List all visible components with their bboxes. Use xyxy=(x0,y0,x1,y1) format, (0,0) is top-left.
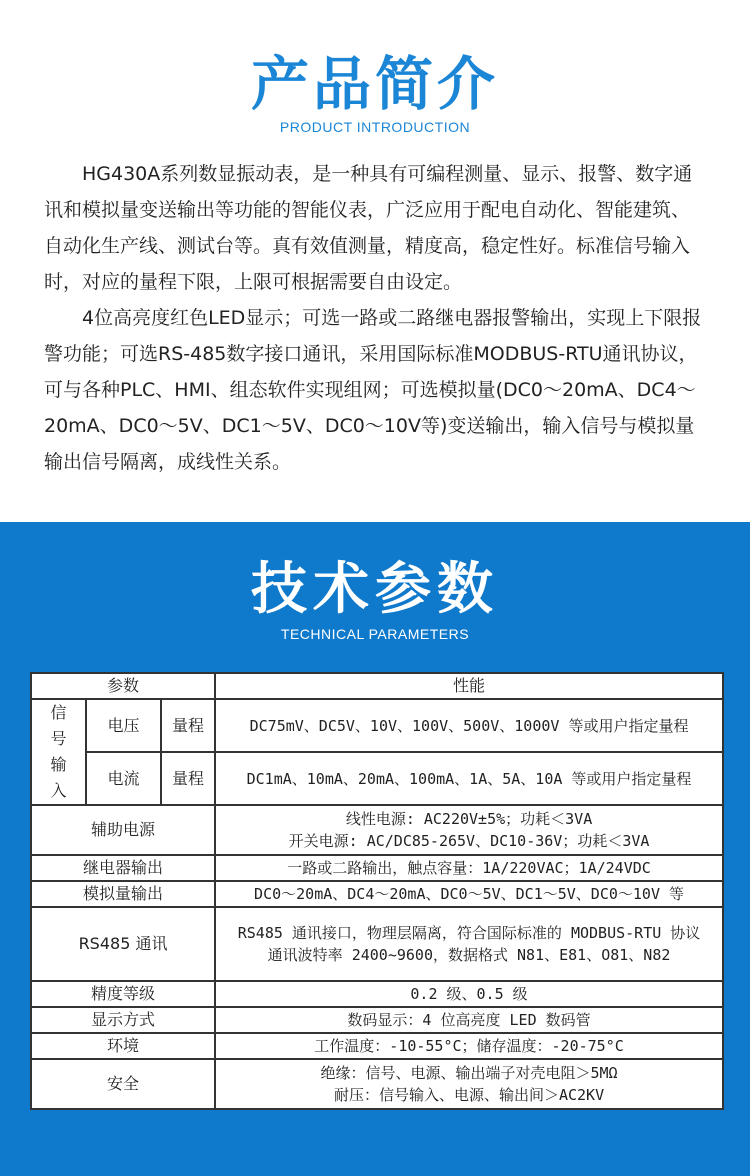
rs485-line: 通讯波特率 2400~9600，数据格式 N81、E81、O81、N82 xyxy=(267,946,671,964)
table-row xyxy=(31,752,723,805)
accuracy-label: 精度等级 xyxy=(31,981,215,1007)
safety-label: 安全 xyxy=(31,1059,215,1109)
table-row xyxy=(31,907,723,981)
signal-input-char: 号 xyxy=(50,729,67,748)
spec-table-box xyxy=(30,672,722,1110)
spec-subtitle: TECHNICAL PARAMETERS xyxy=(280,626,470,642)
spec-table xyxy=(30,672,724,1110)
current-value: DC1mA、10mA、20mA、100mA、1A、5A、10A 等或用户指定量程 xyxy=(215,752,723,805)
aux-power-label: 辅助电源 xyxy=(31,805,215,855)
table-row xyxy=(31,1059,723,1109)
rs485-label: RS485 通讯 xyxy=(31,907,215,981)
aux-power-line: 开关电源: AC/DC85-265V、DC10-36V；功耗＜3VA xyxy=(288,832,650,850)
signal-input-cell xyxy=(31,699,86,805)
header-perf: 性能 xyxy=(215,673,723,699)
safety-line: 绝缘：信号、电源、输出端子对壳电阻＞5MΩ xyxy=(320,1064,618,1082)
voltage-value: DC75mV、DC5V、10V、100V、500V、1000V 等或用户指定量程 xyxy=(215,699,723,752)
intro-subtitle: PRODUCT INTRODUCTION xyxy=(279,119,471,135)
aux-power-value xyxy=(215,805,723,855)
relay-value: 一路或二路输出，触点容量：1A/220VAC；1A/24VDC xyxy=(215,855,723,881)
display-value: 数码显示：4 位高亮度 LED 数码管 xyxy=(215,1007,723,1033)
intro-paragraph: 4位高亮度红色LED显示；可选一路或二路继电器报警输出，实现上下限报警功能；可选RS-485数字接口通讯，采用国际标准MODBUS-RTU通讯协议，可与各种PLC、HMI、组态软件实现组网；可选模拟量(DC0～20mA、DC4～20mA、DC0～5V、DC1～5V、DC0～10V等)变送输出，输入信号与模拟量输出信号隔离，成线性关系。 xyxy=(44,307,702,473)
intro-title: 产品简介 xyxy=(250,50,499,118)
accuracy-value: 0.2 级、0.5 级 xyxy=(215,981,723,1007)
intro-section xyxy=(0,0,750,522)
environment-value: 工作温度：-10-55°C；储存温度：-20-75°C xyxy=(215,1033,723,1059)
table-row xyxy=(31,805,723,855)
display-label: 显示方式 xyxy=(31,1007,215,1033)
table-row xyxy=(31,981,723,1007)
environment-label: 环境 xyxy=(31,1033,215,1059)
intro-body xyxy=(44,156,708,480)
table-row xyxy=(31,1033,723,1059)
rs485-value xyxy=(215,907,723,981)
voltage-label: 电压 xyxy=(86,699,161,752)
analog-label: 模拟量输出 xyxy=(31,881,215,907)
signal-input-char: 入 xyxy=(50,781,67,800)
spec-section xyxy=(0,522,750,1176)
aux-power-line: 线性电源: AC220V±5%；功耗＜3VA xyxy=(345,810,593,828)
current-range-label: 量程 xyxy=(161,752,215,805)
safety-line: 耐压：信号输入、电源、输出间＞AC2KV xyxy=(333,1086,605,1104)
table-row xyxy=(31,855,723,881)
voltage-range-label: 量程 xyxy=(161,699,215,752)
signal-input-char: 信 xyxy=(50,703,67,722)
spec-title: 技术参数 xyxy=(251,557,499,622)
header-param: 参数 xyxy=(31,673,215,699)
safety-value xyxy=(215,1059,723,1109)
current-label: 电流 xyxy=(86,752,161,805)
table-row xyxy=(31,881,723,907)
relay-label: 继电器输出 xyxy=(31,855,215,881)
table-row xyxy=(31,699,723,752)
analog-value: DC0～20mA、DC4～20mA、DC0～5V、DC1～5V、DC0～10V 等 xyxy=(215,881,723,907)
rs485-line: RS485 通讯接口，物理层隔离，符合国际标准的 MODBUS-RTU 协议 xyxy=(237,924,701,942)
signal-input-char: 输 xyxy=(50,755,67,774)
intro-paragraph: HG430A系列数显振动表，是一种具有可编程测量、显示、报警、数字通讯和模拟量变送输出等功能的智能仪表，广泛应用于配电自动化、智能建筑、自动化生产线、测试台等。真有效值测量，精度高，稳定性好。标准信号输入时，对应的量程下限，上限可根据需要自由设定。 xyxy=(44,163,693,293)
table-row xyxy=(31,1007,723,1033)
table-row xyxy=(31,673,723,699)
